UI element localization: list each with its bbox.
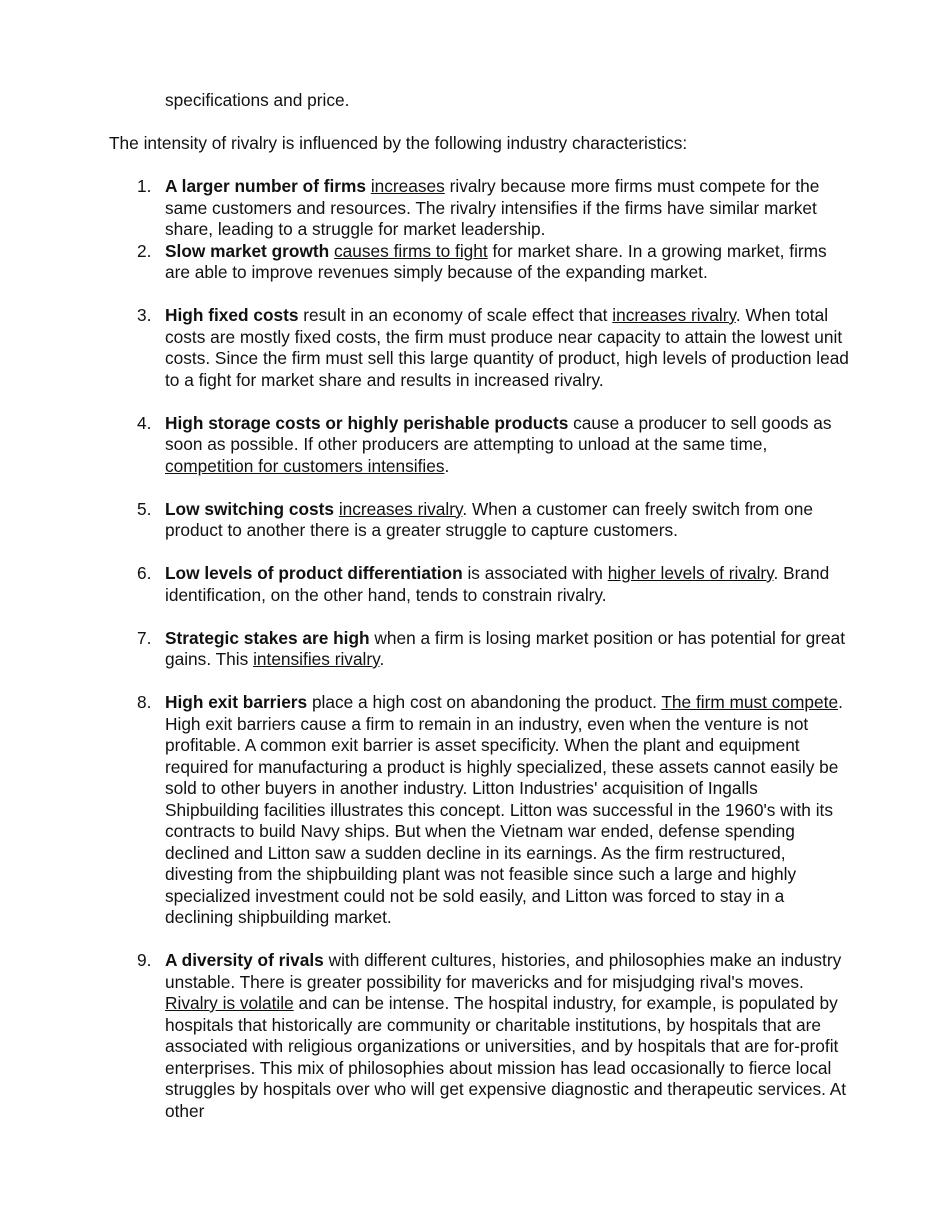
- item-text: cause a producer to sell goods as soon as possible. If other producers are attempting to unload at the same time,: [165, 412, 832, 454]
- list-item: [109, 241, 849, 284]
- list-number: 8.: [137, 692, 152, 712]
- list-number: 4.: [137, 412, 152, 433]
- item-heading: A diversity of rivals: [165, 950, 324, 970]
- item-underlined-text: increases: [370, 176, 445, 196]
- item-underlined-text: higher levels of rivalry: [607, 563, 774, 583]
- item-text: .: [379, 649, 385, 669]
- list-number: 9.: [137, 950, 152, 970]
- item-text: when a firm is losing market position or has potential for great gains. This: [165, 627, 846, 669]
- item-text: and can be intense. The hospital industry, for example, is populated by hospitals that historically are community or charitable institutions, by hospitals that are associated with religious organizations or universities, and by hospitals that are for-profit enterprises. This mix of philosophies about mission has lead occasionally to fierce local struggles by hospitals over who will get expensive diagnostic and therapeutic services. At other: [165, 993, 847, 1121]
- list-number: 2.: [137, 240, 152, 261]
- item-underlined-text: increases rivalry: [612, 305, 736, 325]
- item-underlined-text: competition for customers intensifies: [165, 455, 445, 476]
- item-text: for market share. In a growing market, firms are able to improve revenues simply because of the expanding market.: [165, 240, 827, 282]
- list-number: 7.: [137, 627, 152, 648]
- item-text: place a high cost on abandoning the product.: [307, 692, 662, 712]
- list-item: [109, 950, 849, 1122]
- item-text: .: [444, 455, 450, 476]
- list-item: [109, 305, 849, 391]
- item-heading: High storage costs or highly perishable products: [165, 412, 569, 433]
- list-number: 3.: [137, 305, 152, 325]
- item-underlined-text: The firm must compete: [661, 692, 839, 712]
- item-underlined-text: increases rivalry: [338, 498, 463, 519]
- item-heading: Strategic stakes are high: [165, 627, 370, 648]
- item-text: rivalry because more firms must compete for the same customers and resources. The rivalry intensifies if the firms have similar market share, leading to a struggle for market leadership.: [165, 176, 820, 239]
- list-item: [109, 563, 849, 606]
- item-text: . Brand identification, on the other hand, tends to constrain rivalry.: [165, 563, 830, 605]
- list-number: 6.: [137, 563, 152, 583]
- item-heading: Low levels of product differentiation: [165, 563, 463, 583]
- item-text: with different cultures, histories, and philosophies make an industry unstable. There is greater possibility for mavericks and for misjudging rival's moves.: [165, 950, 842, 992]
- continuation-text: specifications and price.: [165, 90, 350, 110]
- item-text: . When total costs are mostly fixed costs, the firm must produce near capacity to attain the lowest unit costs. Since the firm must sell this large quantity of product, high levels of production lead to a fight for market share and results in increased rivalry.: [165, 305, 849, 390]
- item-text: . High exit barriers cause a firm to remain in an industry, even when the venture is not profitable. A common exit barrier is asset specificity. When the plant and equipment required for manufacturing a product is highly specialized, these assets cannot easily be sold to other buyers in another industry. Litton Industries' acquisition of Ingalls Shipbuilding facilities illustrates this concept. Litton was successful in the 1960's with its contracts to build Navy ships. But when the Vietnam war ended, defense spending declined and Litton saw a sudden decline in its earnings. As the firm restructured, divesting from the shipbuilding plant was not feasible since such a large and highly specialized investment could not be sold easily, and Litton was forced to stay in a declining shipbuilding market.: [165, 692, 843, 927]
- item-heading: High fixed costs: [165, 305, 299, 325]
- item-text: result in an economy of scale effect that: [298, 305, 613, 325]
- item-underlined-text: intensifies rivalry: [253, 649, 380, 669]
- item-heading: Low switching costs: [165, 498, 334, 519]
- list-item: [109, 499, 849, 542]
- item-underlined-text: causes firms to fight: [334, 240, 488, 261]
- list-item: [109, 176, 849, 241]
- item-text: is associated with: [462, 563, 608, 583]
- item-heading: A larger number of firms: [165, 176, 367, 196]
- list-number: 5.: [137, 498, 152, 519]
- item-text: . When a customer can freely switch from one product to another there is a greater struggle to capture customers.: [165, 498, 813, 540]
- list-item: [109, 413, 849, 478]
- list-item: [109, 628, 849, 671]
- list-item: [109, 692, 849, 929]
- intro-paragraph: The intensity of rivalry is influenced by the following industry characteristics:: [109, 133, 688, 153]
- rivalry-factors-list: [109, 176, 849, 1122]
- item-heading: High exit barriers: [165, 692, 308, 712]
- item-underlined-text: Rivalry is volatile: [165, 993, 294, 1013]
- list-number: 1.: [137, 176, 152, 196]
- item-heading: Slow market growth: [165, 240, 330, 261]
